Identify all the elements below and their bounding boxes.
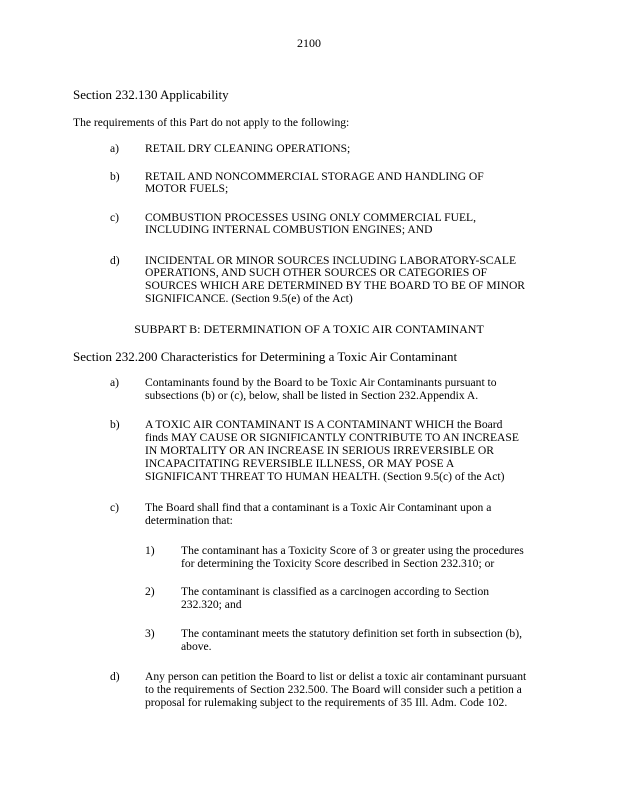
item-text-line: determination that: [145, 514, 233, 527]
item-text-line: COMBUSTION PROCESSES USING ONLY COMMERCIAL FUEL, [145, 211, 477, 224]
section-200-heading: Section 232.200 Characteristics for Determining a Toxic Air Contaminant [73, 349, 458, 364]
item-label: d) [110, 670, 120, 683]
page-number: 2100 [297, 36, 321, 50]
item-label: d) [110, 254, 120, 267]
section-130-intro: The requirements of this Part do not apply to the following: [73, 116, 350, 129]
item-text-line: The Board shall find that a contaminant is a Toxic Air Contaminant upon a [145, 501, 492, 514]
subitem-text-line: The contaminant has a Toxicity Score of 3 or greater using the procedures [181, 544, 524, 557]
item-text-line: to the requirements of Section 232.500. The Board will consider such a petition a [145, 683, 522, 696]
item-text-line: SOURCES WHICH ARE DETERMINED BY THE BOARD TO BE OF MINOR [145, 279, 526, 292]
item-text-line: subsections (b) or (c), below, shall be listed in Section 232.Appendix A. [145, 389, 479, 402]
item-label: a) [110, 376, 120, 389]
item-text-line: RETAIL DRY CLEANING OPERATIONS; [145, 142, 351, 155]
item-text-line: SIGNIFICANT THREAT TO HUMAN HEALTH. (Section 9.5(c) of the Act) [145, 470, 505, 483]
subitem-label: 1) [145, 544, 155, 557]
item-label: b) [110, 418, 120, 431]
item-text-line: IN MORTALITY OR AN INCREASE IN SERIOUS IRREVERSIBLE OR [145, 444, 494, 457]
subitem-text-line: for determining the Toxicity Score described in Section 232.310; or [181, 557, 495, 570]
item-text-line: INCIDENTAL OR MINOR SOURCES INCLUDING LABORATORY-SCALE [145, 254, 517, 267]
item-text-line: MOTOR FUELS; [145, 182, 229, 195]
item-label: c) [110, 211, 120, 224]
item-text-line: A TOXIC AIR CONTAMINANT IS A CONTAMINANT WHICH the Board [145, 418, 503, 431]
item-text-line: finds MAY CAUSE OR SIGNIFICANTLY CONTRIBUTE TO AN INCREASE [145, 431, 519, 444]
subitem-label: 3) [145, 627, 155, 640]
subitem-text-line: above. [181, 640, 212, 653]
item-text-line: INCLUDING INTERNAL COMBUSTION ENGINES; AND [145, 223, 433, 236]
item-text-line: INCAPACITATING REVERSIBLE ILLNESS, OR MAY POSE A [145, 457, 455, 470]
subpart-heading: SUBPART B: DETERMINATION OF A TOXIC AIR CONTAMINANT [134, 322, 484, 336]
item-label: a) [110, 142, 120, 155]
item-text-line: Contaminants found by the Board to be Toxic Air Contaminants pursuant to [145, 376, 497, 389]
item-text-line: OPERATIONS, AND SUCH OTHER SOURCES OR CATEGORIES OF [145, 266, 488, 279]
item-text-line: Any person can petition the Board to list or delist a toxic air contaminant pursuant [145, 670, 527, 683]
item-text-line: RETAIL AND NONCOMMERCIAL STORAGE AND HANDLING OF [145, 170, 484, 183]
section-130-heading: Section 232.130 Applicability [73, 87, 229, 102]
subitem-text-line: The contaminant meets the statutory definition set forth in subsection (b), [181, 627, 522, 640]
item-label: b) [110, 170, 120, 183]
subitem-label: 2) [145, 585, 155, 598]
item-text-line: proposal for rulemaking subject to the requirements of 35 Ill. Adm. Code 102. [145, 696, 508, 709]
item-label: c) [110, 501, 120, 514]
subitem-text-line: 232.320; and [181, 598, 242, 611]
subitem-text-line: The contaminant is classified as a carcinogen according to Section [181, 585, 490, 598]
item-text-line: SIGNIFICANCE. (Section 9.5(e) of the Act) [145, 292, 353, 305]
